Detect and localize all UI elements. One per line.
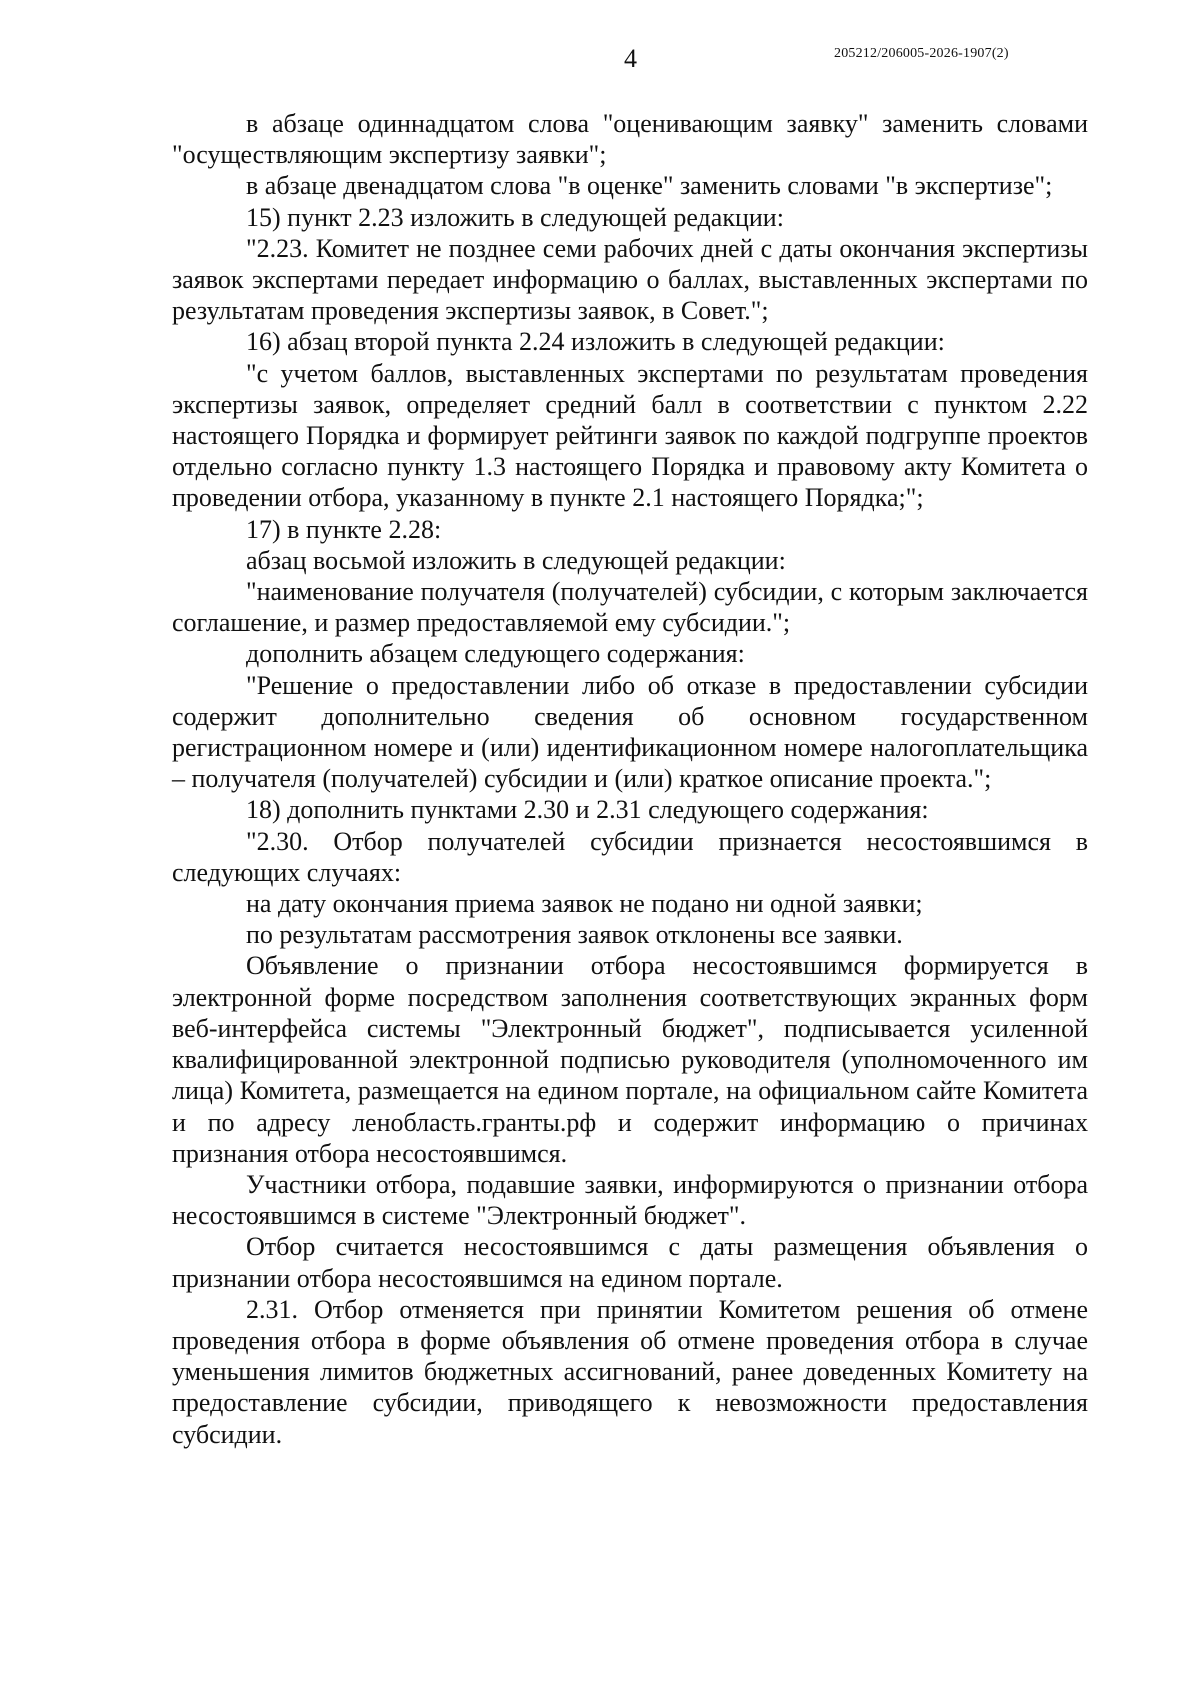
paragraph: 16) абзац второй пункта 2.24 изложить в следующей редакции: (246, 327, 945, 357)
page-number: 4 (624, 44, 637, 73)
paragraph: 18) дополнить пунктами 2.30 и 2.31 следующего содержания: (246, 795, 929, 825)
paragraph: на дату окончания приема заявок не подано ни одной заявки; (246, 889, 923, 919)
paragraph: "2.30. Отбор получателей субсидии признается несостоявшимся в следующих случаях: (172, 826, 1088, 887)
document-body (172, 108, 1088, 1450)
paragraph: абзац восьмой изложить в следующей редакции: (246, 545, 786, 575)
paragraph: 2.31. Отбор отменяется при принятии Комитетом решения об отмене проведения отбора в форме объявления об отмене проведения отбора в случае уменьшения лимитов бюджетных ассигнований, ранее доведенных Комитету на предоставление субсидии, приводящего к невозможности предоставления субсидии. (172, 1294, 1088, 1449)
paragraph: "Решение о предоставлении либо об отказе в предоставлении субсидии содержит дополнительно сведения об основном государственном регистрационном номере и (или) идентификационном номере налогоплательщика – получателя (получателей) субсидии и (или) краткое описание проекта."; (172, 670, 1088, 794)
paragraph: в абзаце двенадцатом слова "в оценке" заменить словами "в экспертизе"; (246, 171, 1053, 201)
paragraph: по результатам рассмотрения заявок отклонены все заявки. (246, 920, 903, 950)
paragraph: в абзаце одиннадцатом слова "оценивающим заявку" заменить словами "осуществляющим экспертизу заявки"; (172, 109, 1088, 170)
paragraph: дополнить абзацем следующего содержания: (246, 639, 745, 669)
paragraph: "с учетом баллов, выставленных экспертами по результатам проведения экспертизы заявок, определяет средний балл в соответствии с пунктом 2.22 настоящего Порядка и формирует рейтинги заявок по каждой подгруппе проектов отдельно согласно пункту 1.3 настоящего Порядка и правовому акту Комитета о проведении отбора, указанному в пункте 2.1 настоящего Порядка;"; (172, 358, 1088, 513)
paragraph: Объявление о признании отбора несостоявшимся формируется в электронной форме посредством заполнения соответствующих экранных форм веб-интерфейса системы "Электронный бюджет", подписывается усиленной квалифицированной электронной подписью руководителя (уполномоченного им лица) Комитета, размещается на едином портале, на официальном сайте Комитета и по адресу ленобласть.гранты.рф и содержит информацию о причинах признания отбора несостоявшимся. (172, 951, 1088, 1168)
paragraph: 17) в пункте 2.28: (246, 514, 442, 544)
paragraph: "наименование получателя (получателей) субсидии, с которым заключается соглашение, и размер предоставляемой ему субсидии."; (172, 577, 1088, 638)
paragraph: 15) пункт 2.23 изложить в следующей редакции: (246, 202, 784, 232)
paragraph: "2.23. Комитет не позднее семи рабочих дней с даты окончания экспертизы заявок экспертами передает информацию о баллах, выставленных экспертами по результатам проведения экспертизы заявок, в Совет."; (172, 233, 1088, 326)
paragraph: Отбор считается несостоявшимся с даты размещения объявления о признании отбора несостоявшимся на едином портале. (172, 1232, 1088, 1293)
document-code: 205212/206005-2026-1907(2) (834, 46, 1009, 61)
paragraph: Участники отбора, подавшие заявки, информируются о признании отбора несостоявшимся в системе "Электронный бюджет". (172, 1169, 1088, 1231)
